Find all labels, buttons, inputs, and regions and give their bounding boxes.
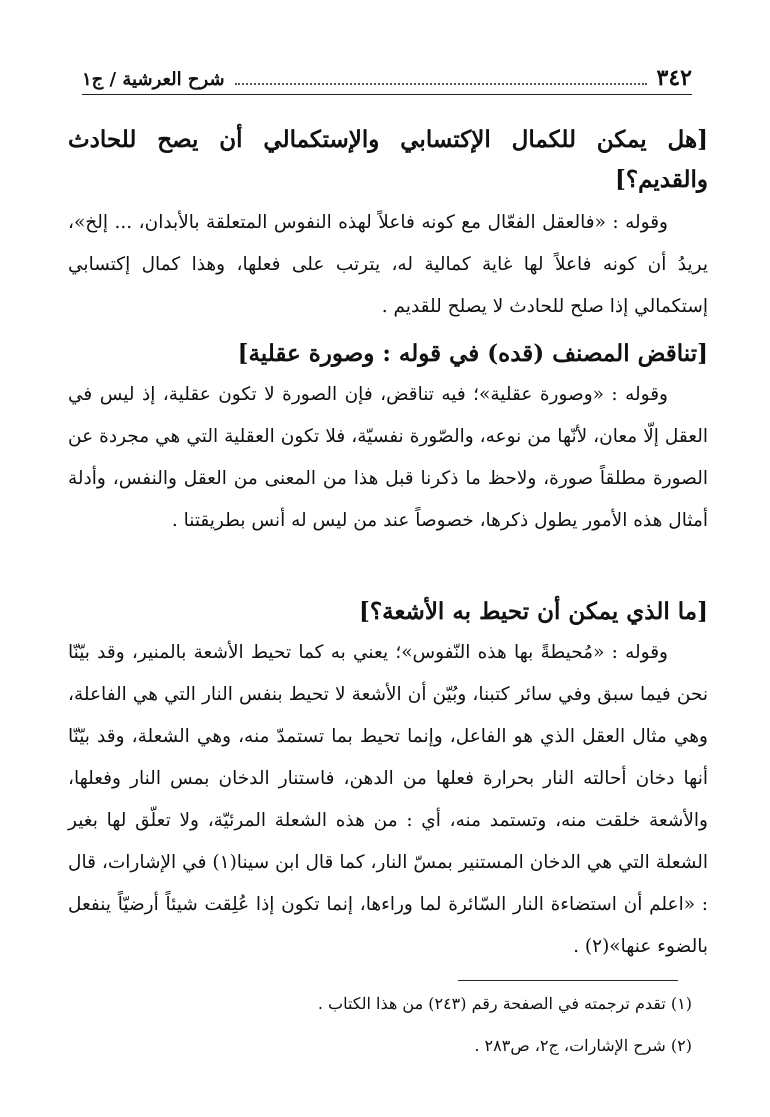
paragraph-2: وقوله : «وصورة عقلية»؛ فيه تناقض، فإن الصورة لا تكون عقلية، إذ ليس في العقل إلّا معان، لأنّها من نوعه، والصّورة نفسيّة، فلا تكون العقلية التي هي مجردة عن الصورة مطلقاً صورة، ولاحظ ما ذكرنا قبل هذا من المعنى من العقل والنفس، وأدلة أمثال هذه الأمور يطول ذكرها، خصوصاً عند من ليس له أنس بطريقتنا . xyxy=(68,384,708,531)
footnote-1: (١) تقدم ترجمته في الصفحة رقم (٢٤٣) من هذا الكتاب . xyxy=(317,994,692,1013)
header-dotted-leader xyxy=(235,83,647,85)
footnote-2: (٢) شرح الإشارات، ج٢، ص٢٨٣ . xyxy=(474,1036,692,1055)
section-heading-3: [ما الذي يمكن أن تحيط به الأشعة؟] xyxy=(359,598,708,625)
section-heading-2: [تناقض المصنف (قده) في قوله : وصورة عقلية] xyxy=(237,340,708,367)
running-title: شرح العرشية / ج١ xyxy=(82,69,225,90)
paragraph-3: وقوله : «مُحيطةً بها هذه النّفوس»؛ يعني به كما تحيط الأشعة بالمنير، وقد بيّنّا نحن فيما سبق وفي سائر كتبنا، وبُيّن أن الأشعة لا تحيط بنفس النار التي هي الفاعلة، وهي مثال العقل الذي هو الفاعل، وإنما تحيط بما تستمدّ منه، وهي الشعلة، وقد بيّنّا أنها دخان أحالته النار بحرارة فعلها من الدهن، فاستنار الدخان بمس النار وفعلها، والأشعة خلقت منه، وتستمد منه، أي : من هذه الشعلة المرئيّة، ولا تعلّق لها بغير الشعلة التي هي الدخان المستنير بمسّ النار، كما قال ابن سينا(١) في الإشارات، قال : «اعلم أن استضاءة النار السّائرة لما وراءها، إنما تكون إذا عُلِقت شيئاً أرضيّاً ينفعل بالضوء عنها»(٢) . xyxy=(68,642,708,957)
page-number: ٣٤٢ xyxy=(656,65,692,91)
running-header xyxy=(82,60,692,95)
section-heading-1: [هل يمكن للكمال الإكتسابي والإستكمالي أن يصح للحادث والقديم؟] xyxy=(68,126,708,193)
footnote-separator xyxy=(458,980,678,981)
paragraph-1: وقوله : «فالعقل الفعّال مع كونه فاعلاً لهذه النفوس المتعلقة بالأبدان، ... إلخ»، يريدُ أن كونه فاعلاً لها غاية كمالية له، يترتب على فعلها، وهذا كمال إكتسابي إستكمالي إذا صلح للحادث لا يصلح للقديم . xyxy=(68,212,708,317)
